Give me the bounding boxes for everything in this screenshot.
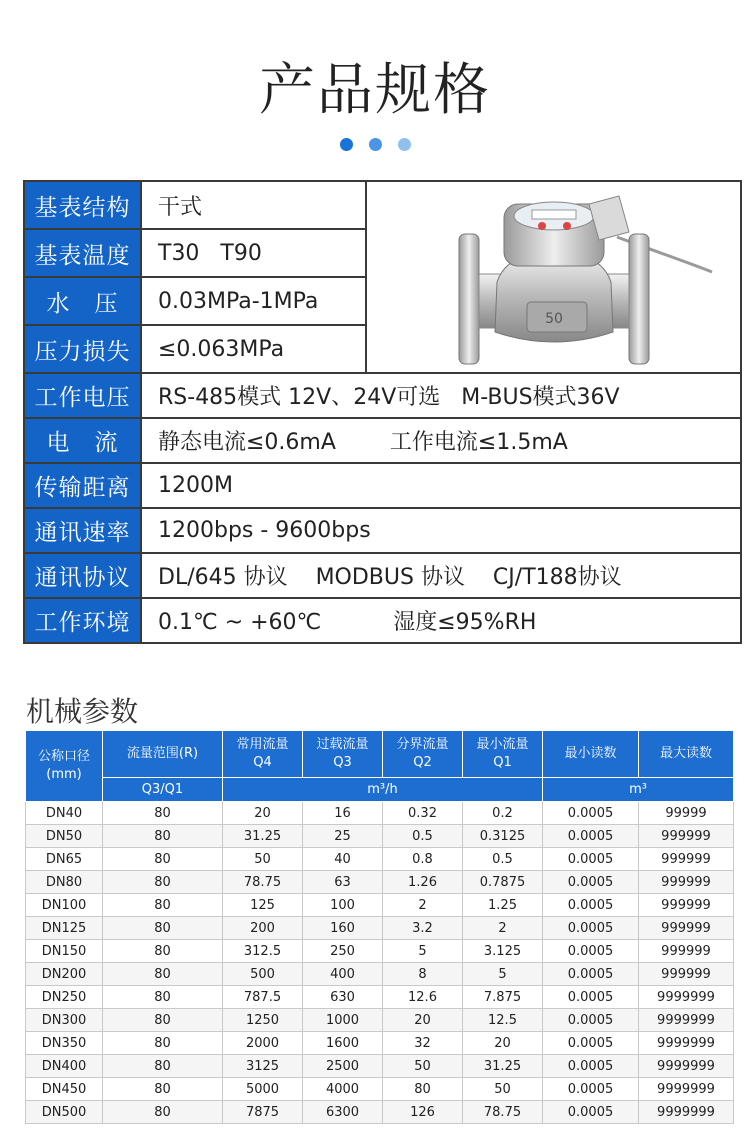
table-cell: 63 — [303, 871, 383, 894]
table-row — [26, 1009, 734, 1032]
meter-dial-mark: 50 — [545, 311, 563, 327]
table-cell: 999999 — [639, 894, 734, 917]
table-cell: 2 — [383, 894, 463, 917]
table-cell: DN300 — [26, 1009, 103, 1032]
dot-3 — [398, 138, 411, 151]
unit-read: m³ — [543, 778, 734, 802]
table-cell: 80 — [103, 1078, 223, 1101]
table-cell: 312.5 — [223, 940, 303, 963]
spec-row — [24, 598, 741, 643]
header-line: Q3 — [333, 755, 352, 770]
table-cell: DN125 — [26, 917, 103, 940]
table-cell: 125 — [223, 894, 303, 917]
table-cell: 16 — [303, 802, 383, 825]
table-cell: 0.5 — [383, 825, 463, 848]
header-line: 分界流量 — [396, 737, 449, 752]
table-cell: DN350 — [26, 1032, 103, 1055]
product-image-cell — [366, 181, 741, 373]
table-cell: 99999 — [639, 802, 734, 825]
table-cell: 50 — [383, 1055, 463, 1078]
table-cell: DN50 — [26, 825, 103, 848]
header-line: Q2 — [413, 755, 432, 770]
table-cell: 3.125 — [463, 940, 543, 963]
table-cell: DN200 — [26, 963, 103, 986]
table-cell: 1.25 — [463, 894, 543, 917]
table-cell: 9999999 — [639, 1078, 734, 1101]
spec-row — [24, 418, 741, 463]
table-cell: 1000 — [303, 1009, 383, 1032]
table-cell: 80 — [103, 1055, 223, 1078]
table-cell: 0.0005 — [543, 1055, 639, 1078]
table-row — [26, 871, 734, 894]
table-cell: 999999 — [639, 963, 734, 986]
mech-unit-row — [26, 778, 734, 802]
spec-label: 工作电压 — [24, 373, 141, 418]
mech-table-body — [26, 802, 734, 1124]
header-line: (mm) — [46, 767, 82, 782]
table-row — [26, 894, 734, 917]
table-cell: 3.2 — [383, 917, 463, 940]
table-cell: 20 — [463, 1032, 543, 1055]
table-cell: 0.0005 — [543, 1101, 639, 1124]
col-header-q4 — [223, 731, 303, 778]
table-cell: 0.0005 — [543, 1032, 639, 1055]
table-cell: 0.3125 — [463, 825, 543, 848]
table-cell: 999999 — [639, 917, 734, 940]
table-cell: 80 — [383, 1078, 463, 1101]
table-cell: 20 — [383, 1009, 463, 1032]
table-cell: 0.5 — [463, 848, 543, 871]
table-cell: 80 — [103, 871, 223, 894]
table-cell: 999999 — [639, 848, 734, 871]
spec-row — [24, 463, 741, 508]
spec-label: 基表结构 — [24, 181, 141, 229]
table-row — [26, 917, 734, 940]
col-header-q3 — [303, 731, 383, 778]
spec-label: 通讯协议 — [24, 553, 141, 598]
table-cell: 999999 — [639, 871, 734, 894]
spec-value-cell — [141, 598, 741, 643]
table-cell: 80 — [103, 1009, 223, 1032]
table-cell: 0.0005 — [543, 963, 639, 986]
table-cell: 0.0005 — [543, 825, 639, 848]
table-cell: 2500 — [303, 1055, 383, 1078]
table-cell: 5 — [383, 940, 463, 963]
mech-table — [25, 730, 734, 1124]
table-cell: 1250 — [223, 1009, 303, 1032]
spec-label: 传输距离 — [24, 463, 141, 508]
table-row — [26, 1055, 734, 1078]
table-cell: 5 — [463, 963, 543, 986]
spec-value: ≤0.063MPa — [141, 325, 366, 373]
table-cell: 9999999 — [639, 1101, 734, 1124]
header-line: Q4 — [253, 755, 272, 770]
table-cell: 2 — [463, 917, 543, 940]
table-cell: 250 — [303, 940, 383, 963]
table-cell: 9999999 — [639, 1032, 734, 1055]
page-title: 产品规格 — [259, 58, 491, 123]
spec-label: 通讯速率 — [24, 508, 141, 553]
col-header-range: 流量范围(R) — [103, 731, 223, 778]
spec-row — [24, 508, 741, 553]
table-row — [26, 848, 734, 871]
table-cell: DN65 — [26, 848, 103, 871]
table-cell: DN450 — [26, 1078, 103, 1101]
spec-value: RS-485模式 12V、24V可选 M-BUS模式36V — [141, 373, 741, 418]
spec-label: 工作环境 — [24, 598, 141, 643]
unit-ratio: Q3/Q1 — [103, 778, 223, 802]
table-cell: DN250 — [26, 986, 103, 1009]
table-cell: 0.0005 — [543, 1078, 639, 1101]
table-cell: 80 — [103, 940, 223, 963]
dot-1 — [340, 138, 353, 151]
table-cell: 0.8 — [383, 848, 463, 871]
table-cell: 0.0005 — [543, 871, 639, 894]
table-cell: 12.6 — [383, 986, 463, 1009]
table-row — [26, 1032, 734, 1055]
table-cell: 5000 — [223, 1078, 303, 1101]
col-header-q1 — [463, 731, 543, 778]
table-cell: DN80 — [26, 871, 103, 894]
table-cell: 31.25 — [463, 1055, 543, 1078]
table-cell: 78.75 — [463, 1101, 543, 1124]
table-cell: 9999999 — [639, 1055, 734, 1078]
table-row — [26, 825, 734, 848]
header-line: 公称口径 — [37, 749, 90, 764]
table-cell: 1600 — [303, 1032, 383, 1055]
table-cell: 999999 — [639, 825, 734, 848]
spec-value: 静态电流≤0.6mA — [158, 430, 336, 455]
spec-label: 水 压 — [24, 277, 141, 325]
table-cell: 80 — [103, 1101, 223, 1124]
dot-2 — [369, 138, 382, 151]
table-cell: 2000 — [223, 1032, 303, 1055]
table-cell: 9999999 — [639, 1009, 734, 1032]
table-row — [26, 986, 734, 1009]
table-cell: DN40 — [26, 802, 103, 825]
table-cell: 50 — [223, 848, 303, 871]
table-cell: 40 — [303, 848, 383, 871]
table-cell: 0.0005 — [543, 848, 639, 871]
spec-value: 0.1℃ ~ +60℃ — [158, 610, 322, 635]
table-cell: 630 — [303, 986, 383, 1009]
spec-row — [24, 181, 741, 229]
table-cell: 160 — [303, 917, 383, 940]
table-cell: 78.75 — [223, 871, 303, 894]
col-header-nominal — [26, 731, 103, 802]
spec-table — [23, 180, 742, 644]
spec-value-secondary: 工作电流≤1.5mA — [389, 430, 568, 455]
table-cell: DN100 — [26, 894, 103, 917]
table-cell: 0.0005 — [543, 1009, 639, 1032]
table-row — [26, 802, 734, 825]
spec-row — [24, 553, 741, 598]
table-cell: 200 — [223, 917, 303, 940]
spec-value: DL/645 协议 MODBUS 协议 CJ/T188协议 — [141, 553, 741, 598]
table-cell: 9999999 — [639, 986, 734, 1009]
table-cell: 80 — [103, 802, 223, 825]
table-row — [26, 963, 734, 986]
table-cell: 7875 — [223, 1101, 303, 1124]
table-row — [26, 1078, 734, 1101]
table-cell: DN150 — [26, 940, 103, 963]
table-cell: 25 — [303, 825, 383, 848]
header-line: Q1 — [493, 755, 512, 770]
spec-value: T30 T90 — [141, 229, 366, 277]
table-cell: 0.32 — [383, 802, 463, 825]
table-cell: 31.25 — [223, 825, 303, 848]
table-cell: 32 — [383, 1032, 463, 1055]
spec-value: 1200bps - 9600bps — [141, 508, 741, 553]
table-cell: 1.26 — [383, 871, 463, 894]
table-cell: 8 — [383, 963, 463, 986]
spec-value: 0.03MPa-1MPa — [141, 277, 366, 325]
col-header-q2 — [383, 731, 463, 778]
table-cell: 0.0005 — [543, 940, 639, 963]
header-line: 过载流量 — [316, 737, 369, 752]
header-line: 最小流量 — [476, 737, 529, 752]
table-cell: 80 — [103, 917, 223, 940]
title-dots — [0, 136, 750, 155]
water-meter-image — [367, 182, 738, 368]
table-cell: 0.0005 — [543, 894, 639, 917]
table-cell: 0.0005 — [543, 986, 639, 1009]
mech-header-row — [26, 731, 734, 778]
table-cell: 80 — [103, 986, 223, 1009]
table-cell: 0.7875 — [463, 871, 543, 894]
table-cell: 80 — [103, 848, 223, 871]
table-row — [26, 1101, 734, 1124]
table-cell: DN400 — [26, 1055, 103, 1078]
unit-flow: m³/h — [223, 778, 543, 802]
spec-value: 1200M — [141, 463, 741, 508]
spec-row — [24, 373, 741, 418]
spec-value-cell — [141, 418, 741, 463]
mech-section-title: 机械参数 — [26, 695, 139, 728]
spec-label: 基表温度 — [24, 229, 141, 277]
spec-label: 电 流 — [24, 418, 141, 463]
table-cell: 80 — [103, 963, 223, 986]
table-cell: DN500 — [26, 1101, 103, 1124]
table-cell: 80 — [103, 894, 223, 917]
table-cell: 4000 — [303, 1078, 383, 1101]
table-cell: 7.875 — [463, 986, 543, 1009]
table-cell: 80 — [103, 1032, 223, 1055]
col-header-max-read: 最大读数 — [639, 731, 734, 778]
table-cell: 20 — [223, 802, 303, 825]
spec-value: 干式 — [141, 181, 366, 229]
col-header-min-read: 最小读数 — [543, 731, 639, 778]
table-row — [26, 940, 734, 963]
spec-label: 压力损失 — [24, 325, 141, 373]
table-cell: 787.5 — [223, 986, 303, 1009]
table-cell: 50 — [463, 1078, 543, 1101]
table-cell: 0.0005 — [543, 802, 639, 825]
table-cell: 3125 — [223, 1055, 303, 1078]
table-cell: 999999 — [639, 940, 734, 963]
table-cell: 6300 — [303, 1101, 383, 1124]
table-cell: 0.2 — [463, 802, 543, 825]
table-cell: 500 — [223, 963, 303, 986]
table-cell: 126 — [383, 1101, 463, 1124]
table-cell: 12.5 — [463, 1009, 543, 1032]
table-cell: 400 — [303, 963, 383, 986]
table-cell: 0.0005 — [543, 917, 639, 940]
table-cell: 80 — [103, 825, 223, 848]
spec-value-secondary: 湿度≤95%RH — [393, 610, 537, 635]
table-cell: 100 — [303, 894, 383, 917]
header-line: 常用流量 — [236, 737, 289, 752]
